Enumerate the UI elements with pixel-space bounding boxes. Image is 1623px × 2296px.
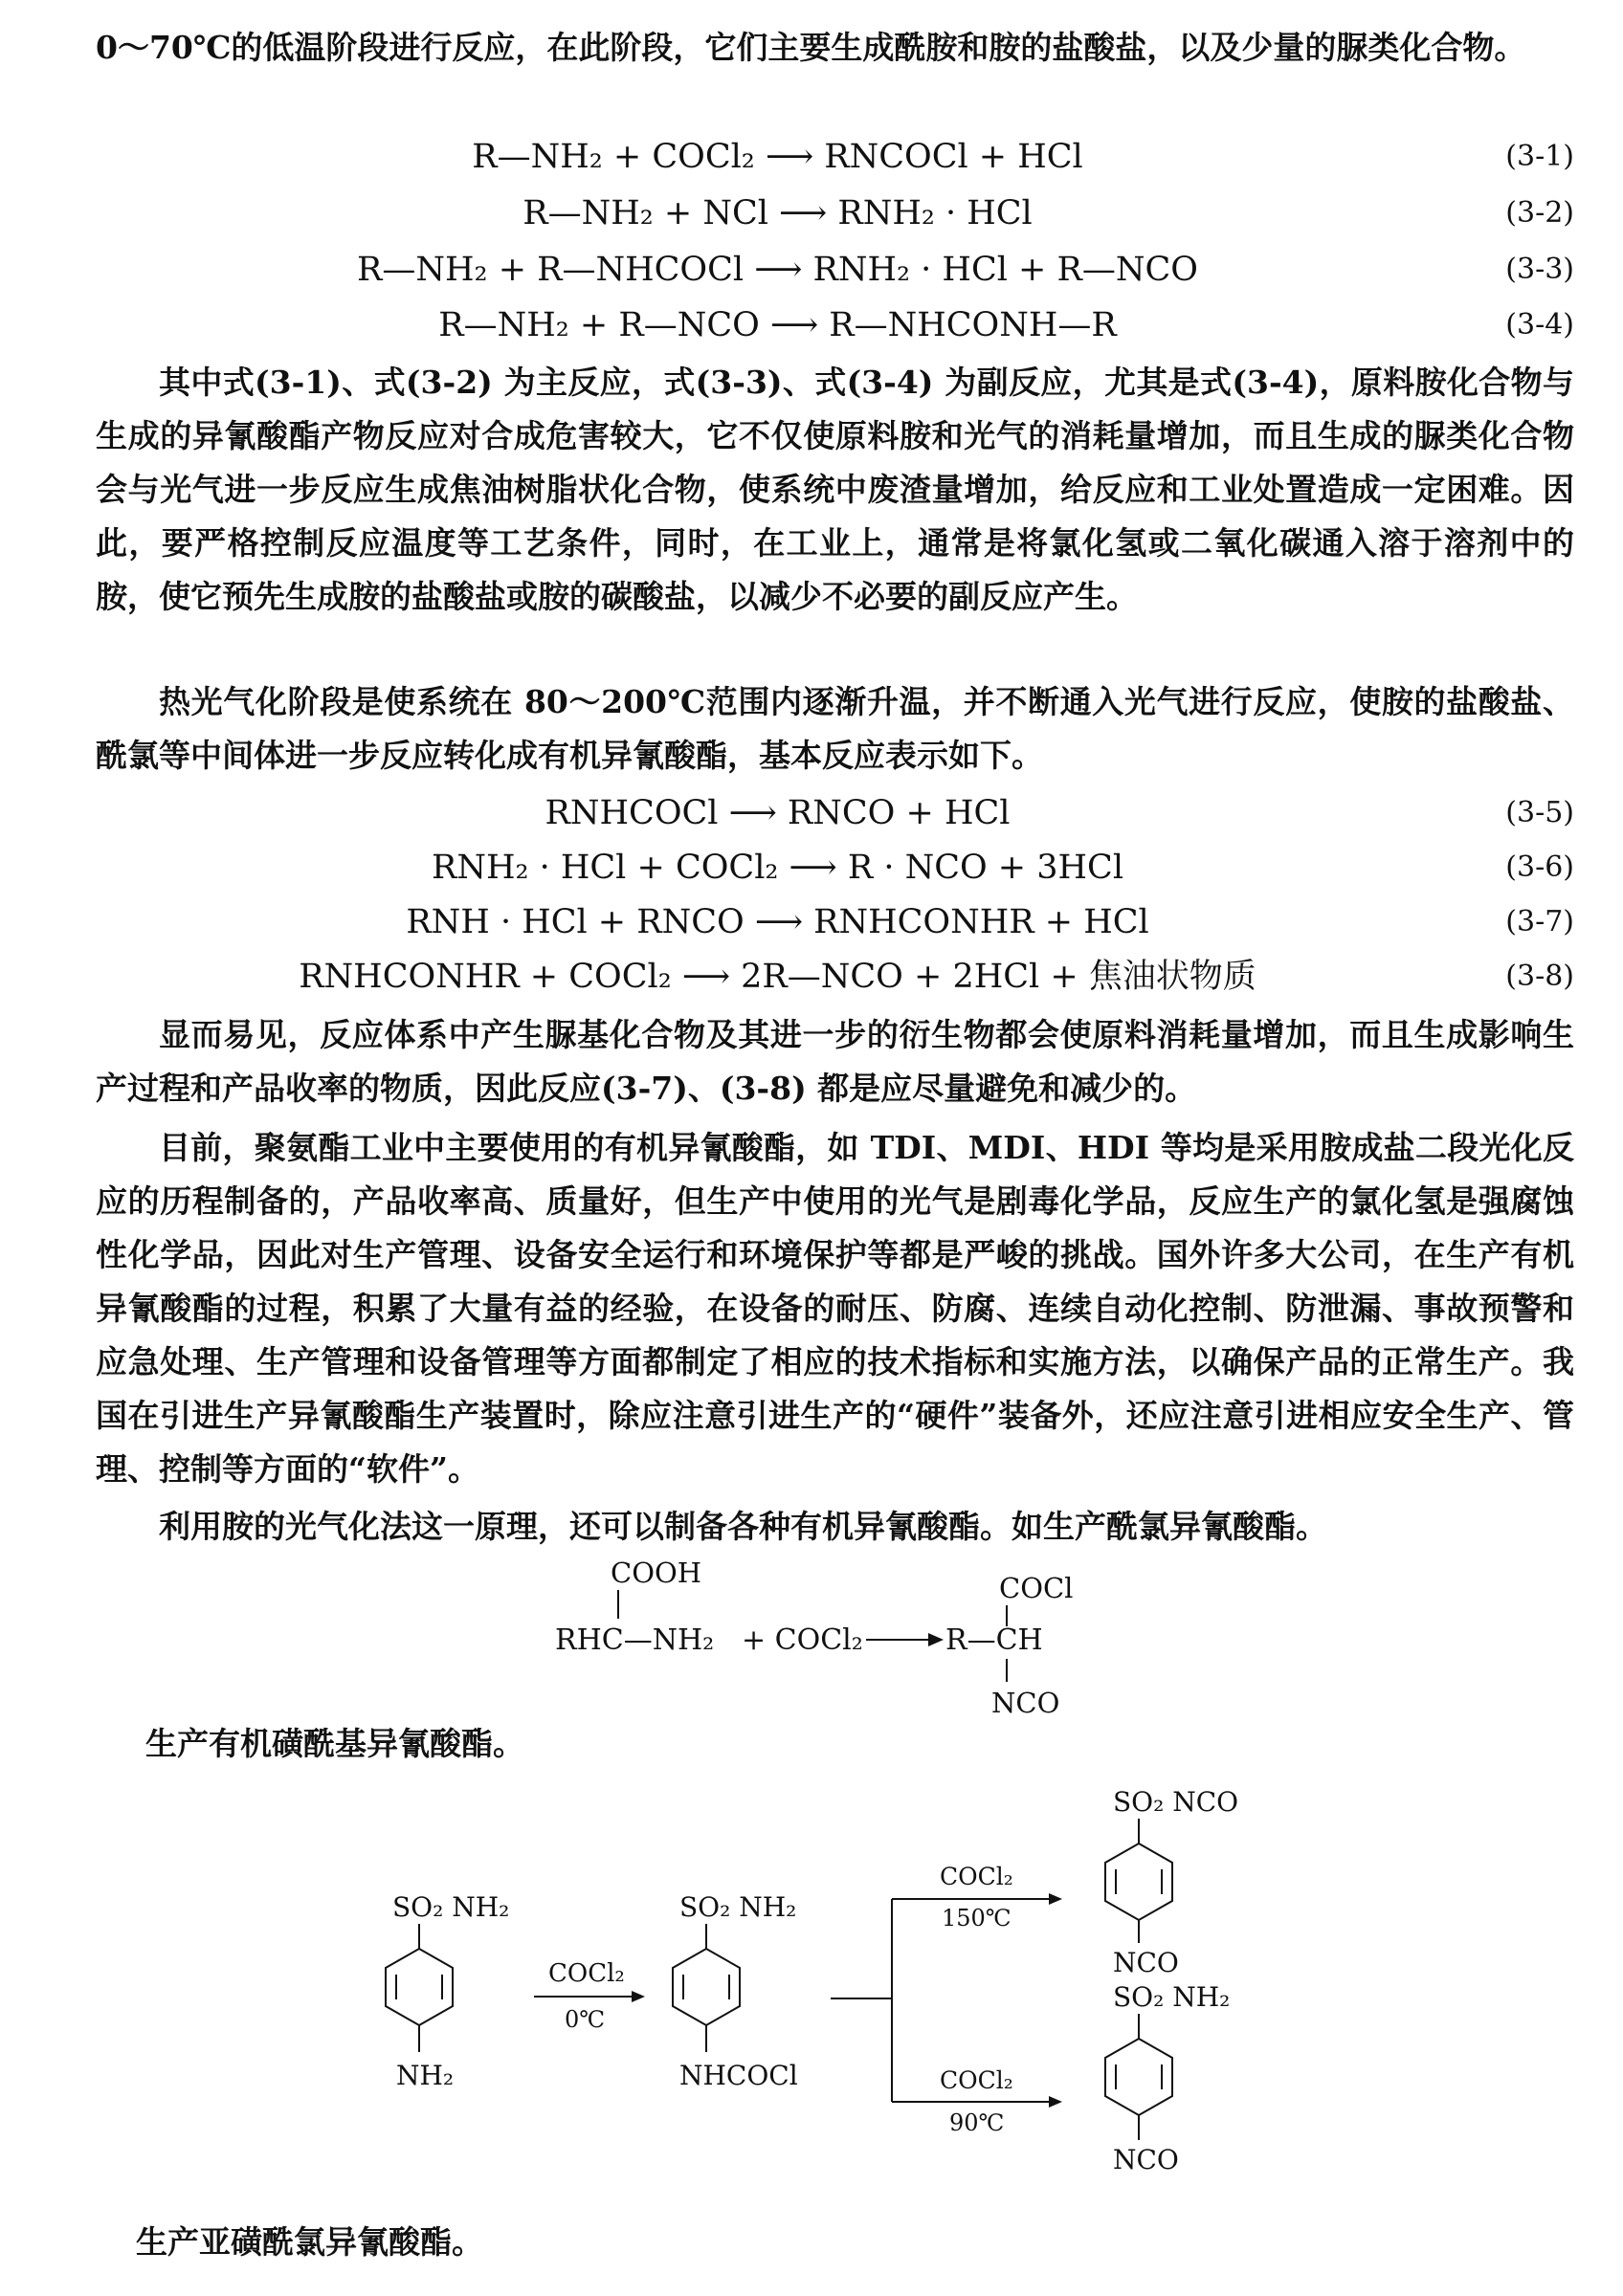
product-main-label: R—CH: [945, 1623, 1043, 1657]
equation-3-8: [96, 950, 1574, 1004]
branch-a-condition-label: 150℃: [942, 1905, 1012, 1932]
product-nco-label: NCO: [991, 1687, 1060, 1719]
equation-number: (3-1): [1505, 140, 1574, 173]
equation-3-7: [96, 895, 1574, 949]
branch-b-condition-label: 90℃: [949, 2109, 1005, 2136]
reaction-arrowhead: [632, 1991, 645, 2002]
equation-3-4: [96, 298, 1574, 352]
equation-3-2: [96, 187, 1574, 240]
reaction-arrowhead: [1049, 2096, 1062, 2108]
branch-a-reagent-label: COCl₂: [940, 1863, 1013, 1890]
equation-formula: R—NH₂ + COCl₂ ⟶ RNCOCl + HCl: [472, 138, 1083, 176]
caption-sulfinyl-chloride-isocyanate: 生产亚磺酰氯异氰酸酯。: [136, 2223, 483, 2261]
equation-3-6: [96, 841, 1574, 894]
inter-so2nh2-label: SO₂ NH₂: [679, 1891, 797, 1923]
equation-formula: R—NH₂ + R—NHCOCl ⟶ RNH₂ · HCl + R—NCO: [357, 251, 1198, 289]
reactant-cooh-label: COOH: [611, 1556, 702, 1589]
equation-formula: R—NH₂ + NCl ⟶ RNH₂ · HCl: [522, 194, 1033, 232]
reactant-main-label: RHC—NH₂: [555, 1623, 715, 1657]
equation-formula: RNH₂ · HCl + COCl₂ ⟶ R · NCO + 3HCl: [431, 849, 1124, 887]
prod-a-nco-label: NCO: [1113, 1947, 1179, 1978]
prod-b-nco-label: NCO: [1113, 2144, 1179, 2175]
reaction-arrowhead: [928, 1633, 944, 1646]
step1-condition-label: 0℃: [565, 2006, 606, 2033]
equation-number: (3-3): [1505, 253, 1574, 286]
start-nh2-label: NH₂: [396, 2060, 455, 2091]
equation-formula: RNH · HCl + RNCO ⟶ RNHCONHR + HCl: [406, 903, 1149, 941]
prod-a-so2nco-label: SO₂ NCO: [1113, 1786, 1239, 1818]
equation-3-3: [96, 243, 1574, 297]
equation-3-1: [96, 130, 1574, 184]
equation-number: (3-8): [1505, 960, 1574, 993]
equation-number: (3-6): [1505, 850, 1574, 884]
equation-formula: RNHCONHR + COCl₂ ⟶ 2R—NCO + 2HCl + 焦油状物质: [299, 958, 1256, 996]
equation-formula: RNHCOCl ⟶ RNCO + HCl: [545, 794, 1011, 832]
equation-number: (3-7): [1505, 905, 1574, 938]
step1-reagent-label: COCl₂: [548, 1959, 625, 1988]
paragraph-industry-status: 目前，聚氨酯工业中主要使用的有机异氰酸酯，如 TDI、MDI、HDI 等均是采用胺成盐二段光化反应的历程制备的，产品收率高、质量好，但生产中使用的光气是剧毒化学品，反应生产的氯化氢是强腐蚀性化学品，因此对生产管理、设备安全运行和环境保护等都是严峻的挑战。国外许多大公司，在生产有机异氰酸酯的过程，积累了大量有益的经验，在设备的耐压、防腐、连续自动化控制、防泄漏、事故预警和应急处理、生产管理和设备管理等方面都制定了相应的技术指标和实施方法，以确保产品的正常生产。我国在引进生产异氰酸酯生产装置时，除应注意引进生产的“硬件”装备外，还应注意引进相应安全生产、管理、控制等方面的“软件”。: [96, 1129, 1574, 1488]
equation-number: (3-4): [1505, 308, 1574, 342]
branch-b-reagent-label: COCl₂: [940, 2066, 1013, 2094]
paragraph-hot-phosgenation: 热光气化阶段是使系统在 80～200℃范围内逐渐升温，并不断通入光气进行反应，使胺的盐酸盐、酰氯等中间体进一步反应转化成有机异氰酸酯，基本反应表示如下。: [96, 683, 1574, 774]
reaction-scheme-sulfonyl-isocyanate: [0, 1775, 1623, 2234]
equation-3-5: [96, 786, 1574, 840]
paragraph-phosgenation-principle: 利用胺的光气化法这一原理，还可以制备各种有机异氰酸酯。如生产酰氯异氰酸酯。: [159, 1508, 1327, 1545]
equation-formula: R—NH₂ + R—NCO ⟶ R—NHCONH—R: [438, 306, 1117, 344]
product-cocl-label: COCl: [999, 1572, 1074, 1604]
reagent-phosgene-label: + COCl₂: [742, 1623, 863, 1657]
caption-sulfonyl-isocyanate: 生产有机磺酰基异氰酸酯。: [145, 1725, 524, 1762]
paragraph-urea-derivatives: 显而易见，反应体系中产生脲基化合物及其进一步的衍生物都会使原料消耗量增加，而且生成影响生产过程和产品收率的物质，因此反应(3-7)、(3-8) 都是应尽量避免和减少的。: [96, 1016, 1574, 1107]
inter-nhcocl-label: NHCOCl: [679, 2060, 798, 2091]
paragraph-low-temp-stage: 0～70℃的低温阶段进行反应，在此阶段，它们主要生成酰胺和胺的盐酸盐，以及少量的脲类化合物。: [96, 29, 1526, 66]
reaction-scheme-acyl-chloride-isocyanate: [0, 1540, 1623, 1732]
prod-b-so2nh2-label: SO₂ NH₂: [1113, 1981, 1231, 2013]
start-so2nh2-label: SO₂ NH₂: [392, 1891, 510, 1923]
paragraph-side-reactions: 其中式(3-1)、式(3-2) 为主反应，式(3-3)、式(3-4) 为副反应，尤其是式(3-4)，原料胺化合物与生成的异氰酸酯产物反应对合成危害较大，它不仅使原料胺和光气的消耗量增加，而且生成的脲类化合物会与光气进一步反应生成焦油树脂状化合物，使系统中废渣量增加，给反应和工业处置造成一定困难。因此，要严格控制反应温度等工艺条件，同时，在工业上，通常是将氯化氢或二氧化碳通入溶于溶剂中的胺，使它预先生成胺的盐酸盐或胺的碳酸盐，以减少不必要的副反应产生。: [96, 364, 1574, 615]
equation-number: (3-2): [1505, 196, 1574, 230]
equation-number: (3-5): [1505, 796, 1574, 829]
reaction-arrowhead: [1049, 1893, 1062, 1905]
